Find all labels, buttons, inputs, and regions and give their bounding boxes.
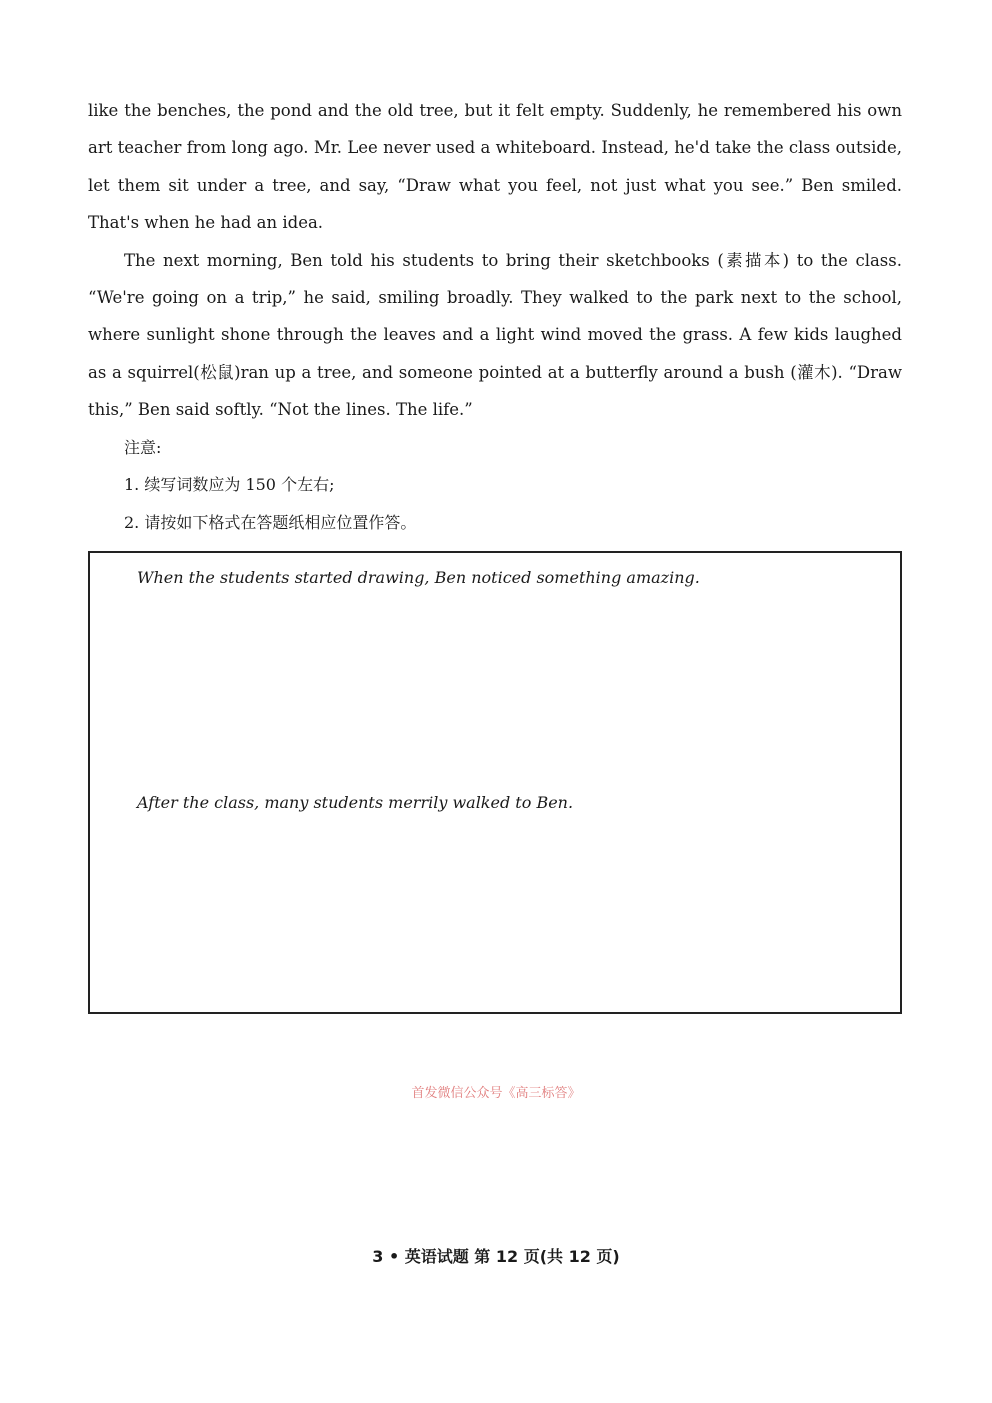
notes-item-2: 2. 请按如下格式在答题纸相应位置作答。 (124, 512, 417, 532)
notes-section (124, 429, 416, 541)
notes-item-1: 1. 续写词数应为 150 个左右; (124, 475, 335, 495)
passage-paragraph-2: The next morning, Ben told his students to bring their sketchbooks (素描本) to the class. “We're going on a trip,” he said, smiling broadly. They walked to the park next to the school, where sunlight shone through the leaves and a light wind moved the grass. A few kids laughed as a squirrel(松鼠)ran up a tree, and someone pointed at a butterfly around a bush (灌木). “Draw this,” Ben said softly. “Not the lines. The life.” (88, 250, 902, 420)
answer-box (88, 551, 902, 1014)
continuation-prompt-1: When the students started drawing, Ben noticed something amazing. (137, 568, 700, 587)
passage-paragraph-1: like the benches, the pond and the old tree, but it felt empty. Suddenly, he remembered his own art teacher from long ago. Mr. Lee never used a whiteboard. Instead, he'd take the class outside, let them sit under a tree, and say, “Draw what you feel, not just what you see.” Ben smiled. That's when he had an idea. (88, 101, 902, 233)
watermark-text: 首发微信公众号《高三标答》 (411, 1086, 581, 1101)
page-footer: 3 • 英语试题 第 12 页(共 12 页) (372, 1247, 620, 1266)
continuation-prompt-2: After the class, many students merrily walked to Ben. (137, 793, 574, 812)
reading-passage (88, 92, 902, 429)
notes-heading: 注意: (124, 438, 162, 457)
